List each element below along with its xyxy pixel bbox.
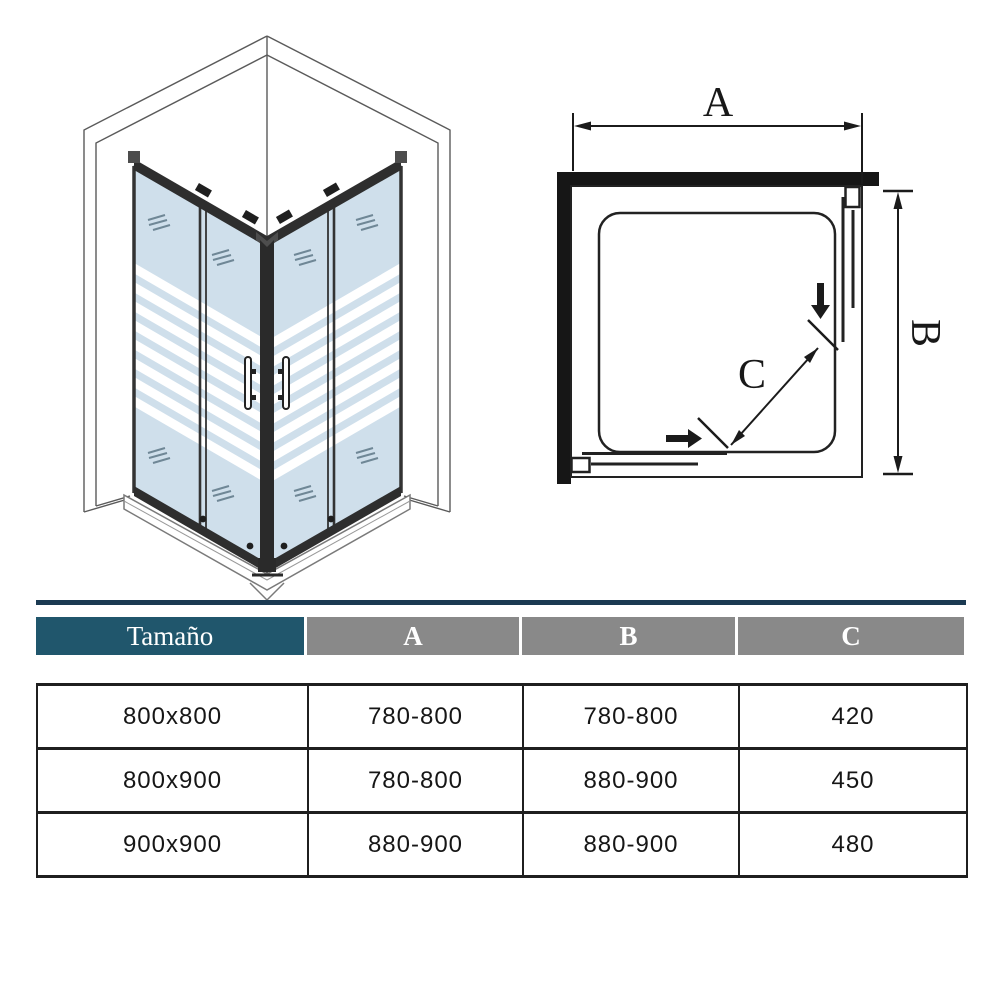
wall-profile-right [846,187,860,207]
header-cell-a: A [307,617,519,655]
frame-end-cap [395,151,407,163]
frame-end-cap [128,151,140,163]
header-cell-size: Tamaño [36,617,304,655]
size-table [36,683,968,878]
cell-c: 480 [739,813,967,877]
cell-b: 880-900 [523,813,739,877]
wall-top [557,172,879,186]
wall-left [557,172,571,484]
dimension-label-a: A [702,82,734,126]
cell-c: 450 [739,749,967,813]
cell-size: 800x900 [37,749,308,813]
cell-c: 420 [739,685,967,749]
table-row [37,749,967,813]
right-door-handle [283,357,289,409]
cell-a: 780-800 [308,749,523,813]
wall-profile-bottom [572,458,590,472]
door-panels-bottom [582,454,727,465]
cell-size: 800x800 [37,685,308,749]
table-row [37,813,967,877]
size-table-header [36,617,966,655]
dimension-label-c: C [737,352,767,398]
cell-size: 900x900 [37,813,308,877]
shower-plan-dimension-drawing [540,82,980,524]
table-row [37,685,967,749]
cell-a: 780-800 [308,685,523,749]
cell-b: 780-800 [523,685,739,749]
header-cell-c: C [738,617,964,655]
tray-outline [599,213,835,452]
door-panels-right [843,197,853,342]
header-cell-b: B [522,617,735,655]
left-door-handle [245,357,251,409]
cell-a: 880-900 [308,813,523,877]
shower-3d-isometric-drawing [55,8,467,620]
dimension-label-b: B [902,318,948,348]
cell-b: 880-900 [523,749,739,813]
table-top-accent-bar [36,600,966,605]
